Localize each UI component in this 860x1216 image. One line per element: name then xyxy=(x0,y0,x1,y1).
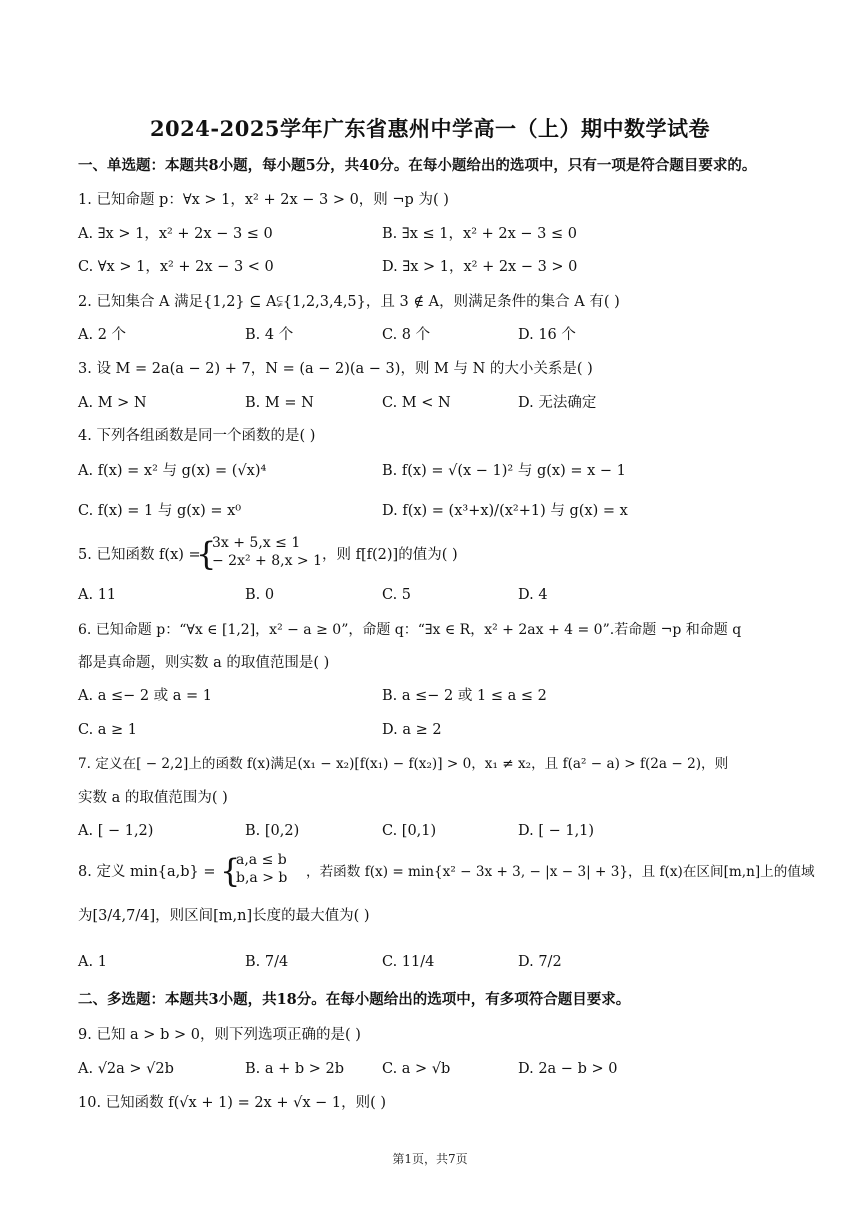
question-8-option-d: D. 7/2 xyxy=(518,954,562,970)
question-2-option-b: B. 4 个 xyxy=(245,327,294,343)
question-9-option-a: A. √2a > √2b xyxy=(78,1061,174,1077)
question-2-stem: 2. 已知集合 A 满足{1,2} ⊆ A⫋{1,2,3,4,5}，且 3 ∉ A，则满足条件的集合 A 有( ) xyxy=(78,294,620,310)
question-5-piece-1: 3x + 5,x ≤ 1 xyxy=(212,535,301,551)
question-5-option-c: C. 5 xyxy=(382,587,412,603)
question-9-option-d: D. 2a − b > 0 xyxy=(518,1061,618,1077)
question-2-option-c: C. 8 个 xyxy=(382,327,431,343)
question-6-option-b: B. a ≤− 2 或 1 ≤ a ≤ 2 xyxy=(382,688,547,704)
question-5-option-d: D. 4 xyxy=(518,587,548,603)
piecewise-brace-icon: { xyxy=(220,852,241,890)
question-7-option-a: A. [ − 1,2) xyxy=(78,823,154,839)
question-6-stem-line-2: 都是真命题，则实数 a 的取值范围是( ) xyxy=(78,655,330,671)
question-7-option-c: C. [0,1) xyxy=(382,823,437,839)
question-8-stem-suffix: ，若函数 f(x) = min{x² − 3x + 3, − |x − 3| + 3}，且 f(x)在区间[m,n]上的值域 xyxy=(306,864,815,880)
question-5-piece-2: − 2x² + 8,x > 1 xyxy=(212,553,323,569)
question-8-piece-1: a,a ≤ b xyxy=(236,852,287,868)
question-1-option-b: B. ∃x ≤ 1，x² + 2x − 3 ≤ 0 xyxy=(382,226,577,242)
section-2-header: 二、多选题：本题共3小题，共18分。在每小题给出的选项中，有多项符合题目要求。 xyxy=(78,991,631,1008)
question-8-option-b: B. 7/4 xyxy=(245,954,289,970)
question-1-option-c: C. ∀x > 1，x² + 2x − 3 < 0 xyxy=(78,259,274,275)
question-7-stem-line-2: 实数 a 的取值范围为( ) xyxy=(78,790,228,806)
question-6-option-a: A. a ≤− 2 或 a = 1 xyxy=(78,688,213,704)
question-7-option-b: B. [0,2) xyxy=(245,823,300,839)
question-4-option-c: C. f(x) = 1 与 g(x) = x⁰ xyxy=(78,503,242,519)
page-footer: 第1页，共7页 xyxy=(392,1152,468,1166)
question-4-stem: 4. 下列各组函数是同一个函数的是( ) xyxy=(78,428,316,444)
question-10-stem: 10. 已知函数 f(√x + 1) = 2x + √x − 1，则( ) xyxy=(78,1095,387,1111)
question-8-stem-line-2: 为[3/4,7/4]，则区间[m,n]长度的最大值为( ) xyxy=(78,908,370,924)
question-8-option-c: C. 11/4 xyxy=(382,954,435,970)
question-3-option-a: A. M > N xyxy=(78,395,147,411)
question-9-stem: 9. 已知 a > b > 0，则下列选项正确的是( ) xyxy=(78,1027,361,1043)
question-3-option-b: B. M = N xyxy=(245,395,314,411)
piecewise-brace-icon: { xyxy=(196,535,217,573)
question-6-option-c: C. a ≥ 1 xyxy=(78,722,138,738)
question-6-stem: 6. 已知命题 p：“∀x ∈ [1,2]，x² − a ≥ 0”，命题 q：“∃x ∈ R，x² + 2ax + 4 = 0”.若命题 ¬p 和命题 q xyxy=(78,622,742,638)
question-9-option-c: C. a > √b xyxy=(382,1061,451,1077)
question-3-option-d: D. 无法确定 xyxy=(518,395,597,411)
section-1-header: 一、单选题：本题共8小题，每小题5分，共40分。在每小题给出的选项中，只有一项是符合题目要求的。 xyxy=(78,157,757,174)
question-2-option-d: D. 16 个 xyxy=(518,327,576,343)
question-5-stem-prefix: 5. 已知函数 f(x) = xyxy=(78,547,201,563)
question-9-option-b: B. a + b > 2b xyxy=(245,1061,345,1077)
question-3-option-c: C. M < N xyxy=(382,395,451,411)
question-8-option-a: A. 1 xyxy=(78,954,107,970)
question-2-option-a: A. 2 个 xyxy=(78,327,127,343)
question-1-option-d: D. ∃x > 1，x² + 2x − 3 > 0 xyxy=(382,259,578,275)
question-8-stem-prefix: 8. 定义 min{a,b} = xyxy=(78,864,216,880)
question-1-option-a: A. ∃x > 1，x² + 2x − 3 ≤ 0 xyxy=(78,226,273,242)
question-5-stem-suffix: ，则 f[f(2)]的值为( ) xyxy=(322,547,458,563)
question-4-option-a: A. f(x) = x² 与 g(x) = (√x)⁴ xyxy=(78,463,267,479)
question-7-stem: 7. 定义在[ − 2,2]上的函数 f(x)满足(x₁ − x₂)[f(x₁) − f(x₂)] > 0，x₁ ≠ x₂，且 f(a² − a) > f(2a − 2)，则 xyxy=(78,756,729,772)
question-8-piece-2: b,a > b xyxy=(236,870,288,886)
question-5-option-a: A. 11 xyxy=(78,587,117,603)
question-4-option-d: D. f(x) = (x³+x)/(x²+1) 与 g(x) = x xyxy=(382,503,628,519)
question-3-stem: 3. 设 M = 2a(a − 2) + 7，N = (a − 2)(a − 3)，则 M 与 N 的大小关系是( ) xyxy=(78,361,593,377)
question-5-option-b: B. 0 xyxy=(245,587,275,603)
question-7-option-d: D. [ − 1,1) xyxy=(518,823,595,839)
question-4-option-b: B. f(x) = √(x − 1)² 与 g(x) = x − 1 xyxy=(382,463,626,479)
question-1-stem: 1. 已知命题 p：∀x > 1，x² + 2x − 3 > 0，则 ¬p 为( ) xyxy=(78,192,449,208)
question-6-option-d: D. a ≥ 2 xyxy=(382,722,442,738)
page-title: 2024-2025学年广东省惠州中学高一（上）期中数学试卷 xyxy=(149,116,711,141)
